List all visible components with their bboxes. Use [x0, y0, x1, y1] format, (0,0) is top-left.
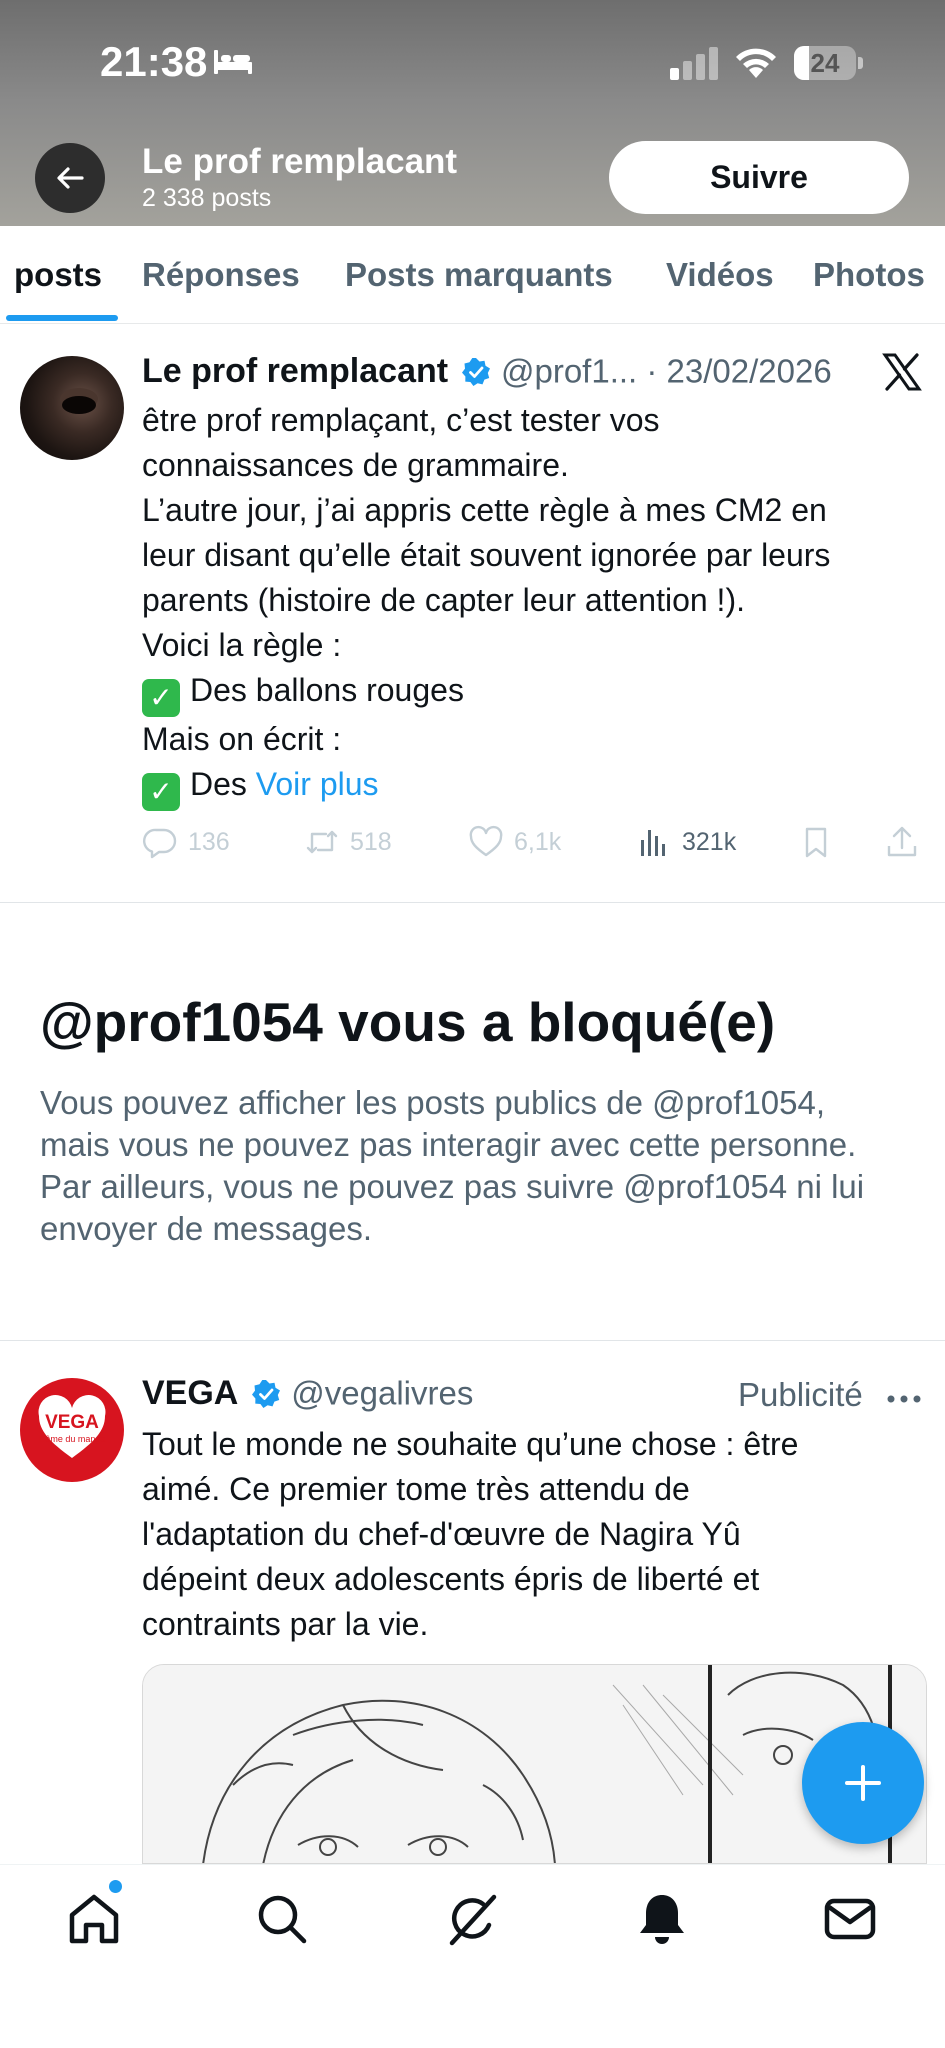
ad-label: Publicité — [738, 1376, 863, 1413]
verified-badge-icon — [461, 357, 491, 387]
bookmark-icon — [798, 824, 834, 860]
tweet-line: connaissances de grammaire. — [142, 447, 569, 483]
reply-count: 136 — [188, 827, 230, 856]
blocked-line: envoyer de messages. — [40, 1210, 373, 1247]
cellular-signal-icon — [668, 46, 720, 80]
reply-icon — [142, 824, 178, 860]
like-icon — [468, 824, 504, 860]
tab-videos[interactable]: Vidéos — [666, 256, 774, 293]
ad-author-name[interactable]: VEGA — [142, 1374, 239, 1412]
tweet-header — [142, 352, 832, 398]
divider — [0, 902, 945, 903]
blocked-line: mais vous ne pouvez pas interagir avec cette personne. — [40, 1126, 857, 1163]
grok-icon[interactable] — [442, 1889, 502, 1949]
tab-highlights[interactable]: Posts marquants — [345, 256, 613, 293]
status-time: 21:38 — [100, 38, 208, 85]
profile-tabs — [0, 226, 945, 324]
reply-button[interactable] — [142, 820, 230, 864]
tweet-line — [142, 762, 922, 811]
verified-badge-icon — [251, 1379, 281, 1409]
ad-line: aimé. Ce premier tome très attendu de — [142, 1471, 690, 1507]
tweet-actions — [142, 820, 922, 864]
follow-button[interactable]: Suivre — [609, 141, 909, 214]
tweet-author-name[interactable]: Le prof remplacant — [142, 352, 449, 390]
views-button[interactable] — [636, 820, 736, 864]
active-tab-indicator — [6, 315, 118, 321]
tab-posts[interactable]: posts — [14, 256, 103, 293]
ad-line: l'adaptation du chef-d'œuvre de Nagira Yû — [142, 1516, 741, 1552]
bottom-navigation — [0, 1864, 945, 2048]
author-avatar[interactable] — [20, 356, 124, 460]
ad-line: contraints par la vie. — [142, 1606, 429, 1642]
ad-line: Tout le monde ne souhaite qu’une chose : être — [142, 1426, 799, 1462]
ad-line: dépeint deux adolescents épris de liberté et — [142, 1561, 760, 1597]
profile-name: Le prof remplacant — [142, 142, 458, 181]
repost-count: 518 — [350, 827, 392, 856]
messages-icon[interactable] — [820, 1889, 880, 1949]
ad-tweet-header — [142, 1374, 473, 1420]
sleep-focus-icon — [212, 46, 254, 76]
see-more-link[interactable]: Voir plus — [255, 766, 379, 802]
profile-header — [0, 0, 945, 226]
tab-replies[interactable]: Réponses — [142, 256, 300, 293]
views-count: 321k — [682, 827, 737, 856]
back-button[interactable] — [35, 143, 105, 213]
tweet-line: Voici la règle : — [142, 627, 342, 663]
blocked-line: Par ailleurs, vous ne pouvez pas suivre @prof1054 ni lui — [40, 1168, 865, 1205]
blocked-description — [40, 1082, 920, 1250]
repost-button[interactable] — [304, 820, 392, 864]
compose-button[interactable] — [802, 1722, 924, 1844]
tweet-line: leur disant qu’elle était souvent ignorée par leurs — [142, 537, 831, 573]
blocked-line: Vous pouvez afficher les posts publics de @prof1054, — [40, 1084, 826, 1121]
tweet-line — [142, 668, 922, 717]
ad-handle: @vegalivres — [291, 1374, 474, 1412]
search-icon[interactable] — [252, 1889, 312, 1949]
blocked-title: @prof1054 vous a bloqué(e) — [40, 991, 776, 1053]
arrow-left-icon — [54, 162, 86, 194]
check-emoji-icon: ✓ — [142, 679, 180, 717]
tweet-line: Mais on écrit : — [142, 721, 342, 757]
battery-level: 24 — [810, 48, 840, 78]
profile-post-count: 2 338 posts — [142, 184, 272, 212]
tweet-line-text: Des ballons rouges — [190, 672, 464, 708]
home-notification-dot — [109, 1880, 122, 1893]
bookmark-button[interactable] — [798, 820, 834, 864]
share-button[interactable] — [884, 820, 920, 864]
notifications-icon[interactable] — [632, 1889, 692, 1949]
vega-logo-text: VEGA — [45, 1412, 99, 1433]
plus-icon — [841, 1761, 885, 1805]
tweet-handle-date: @prof1... · 23/02/2026 — [500, 352, 832, 390]
divider — [0, 1340, 945, 1341]
battery-indicator — [794, 46, 862, 80]
x-logo-icon[interactable] — [882, 352, 922, 392]
tweet-line: L’autre jour, j’ai appris cette règle à mes CM2 en — [142, 492, 827, 528]
views-icon — [636, 824, 672, 860]
like-button[interactable] — [468, 820, 561, 864]
ad-tweet-text — [142, 1422, 932, 1647]
vega-avatar[interactable] — [20, 1378, 124, 1482]
home-icon[interactable] — [64, 1889, 124, 1949]
like-count: 6,1k — [514, 827, 562, 856]
tweet-line-text: Des — [190, 766, 247, 802]
tweet-line: parents (histoire de capter leur attention !). — [142, 582, 745, 618]
tab-photos[interactable]: Photos — [813, 256, 925, 293]
check-emoji-icon: ✓ — [142, 773, 180, 811]
repost-icon — [304, 824, 340, 860]
vega-logo-subtitle: L'âme du manga — [38, 1434, 106, 1444]
wifi-icon — [734, 44, 778, 80]
more-options-icon[interactable] — [886, 1394, 922, 1404]
share-icon — [884, 824, 920, 860]
tweet-line: être prof remplaçant, c’est tester vos — [142, 402, 660, 438]
tweet-text — [142, 398, 922, 811]
